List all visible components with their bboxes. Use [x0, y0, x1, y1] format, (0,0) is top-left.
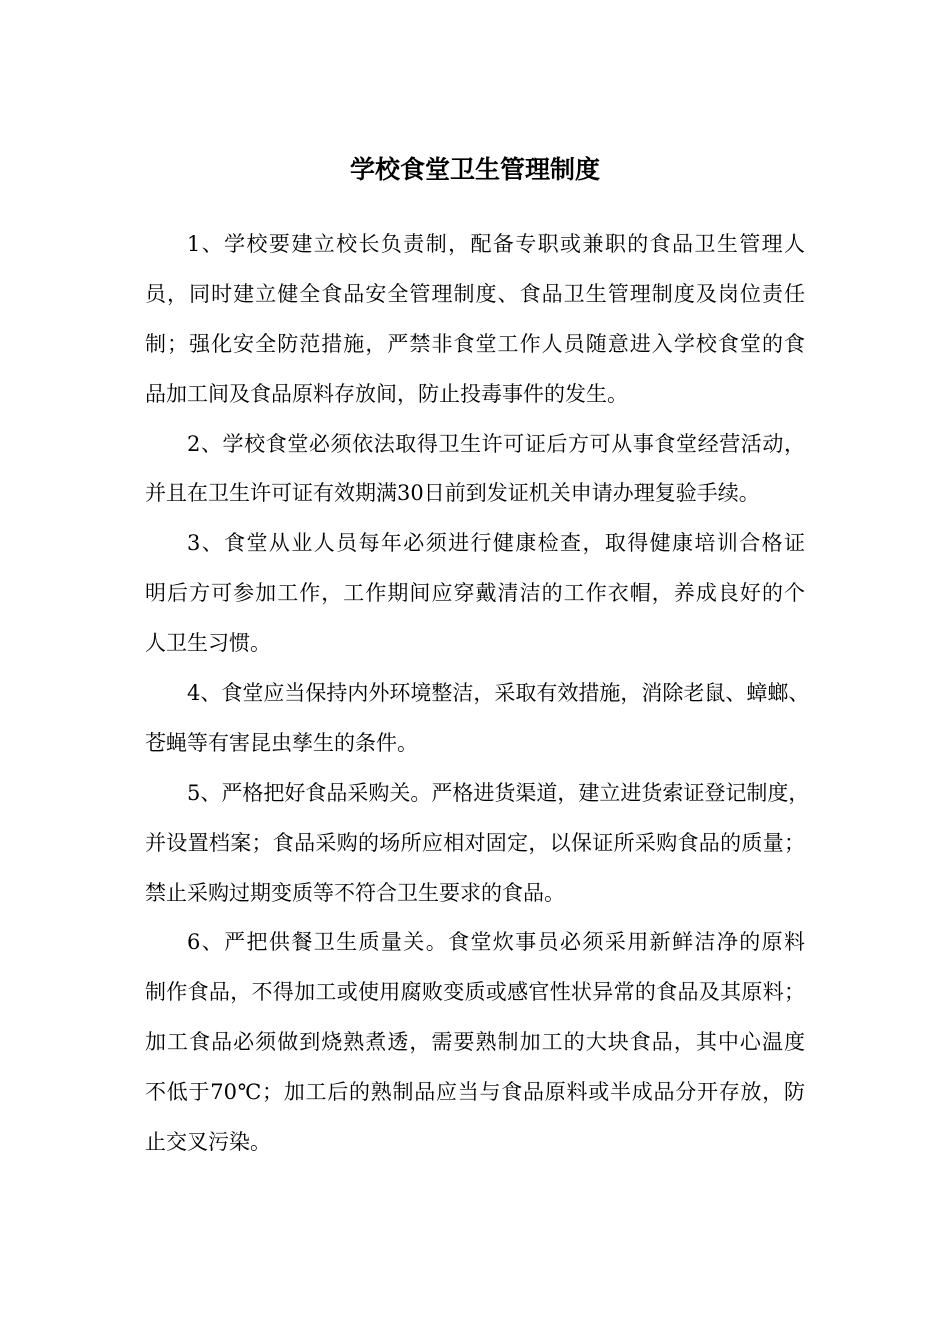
paragraph-line: 3、食堂从业人员每年必须进行健康检查，取得健康培训合格证: [187, 531, 805, 556]
paragraph-line: 制作食品，不得加工或使用腐败变质或感官性状异常的食品及其原料；: [145, 980, 805, 1005]
paragraph-line: 制；强化安全防范措施，严禁非食堂工作人员随意进入学校食堂的食: [145, 331, 805, 356]
paragraph-line: 品加工间及食品原料存放间，防止投毒事件的发生。: [145, 381, 628, 406]
paragraph-line: 不低于70℃；加工后的熟制品应当与食品原料或半成品分开存放，防: [145, 1080, 805, 1105]
paragraph-line: 苍蝇等有害昆虫孳生的条件。: [145, 730, 418, 755]
paragraph-line: 并且在卫生许可证有效期满30日前到发证机关申请办理复验手续。: [145, 481, 760, 506]
paragraph: [145, 675, 810, 775]
paragraph-line: 1、学校要建立校长负责制，配备专职或兼职的食品卫生管理人: [187, 232, 805, 256]
paragraph-line: 4、食堂应当保持内外环境整洁，采取有效措施，消除老鼠、蟑螂、: [187, 681, 810, 706]
paragraph-line: 并设置档案；食品采购的场所应相对固定，以保证所采购食品的质量；: [145, 830, 805, 855]
paragraph-line: 员，同时建立健全食品安全管理制度、食品卫生管理制度及岗位责任: [145, 281, 805, 306]
paragraph-line: 6、严把供餐卫生质量关。食堂炊事员必须采用新鲜洁净的原料: [187, 930, 805, 955]
paragraph: [145, 775, 810, 925]
paragraph-line: 禁止采购过期变质等不符合卫生要求的食品。: [145, 880, 565, 905]
paragraph-line: 加工食品必须做到烧熟煮透，需要熟制加工的大块食品，其中心温度: [145, 1030, 805, 1055]
document-title: 学校食堂卫生管理制度: [349, 155, 600, 184]
paragraph-line: 5、严格把好食品采购关。严格进货渠道，建立进货索证登记制度，: [187, 780, 810, 805]
paragraph-line: 止交叉污染。: [145, 1130, 271, 1155]
paragraph: [145, 924, 805, 1173]
paragraph: [145, 426, 805, 526]
paragraph-line: 2、学校食堂必须依法取得卫生许可证后方可从事食堂经营活动，: [187, 431, 805, 456]
paragraph-line: 人卫生习惯。: [145, 631, 271, 656]
paragraph: [145, 525, 805, 675]
paragraph-line: 明后方可参加工作，工作期间应穿戴清洁的工作衣帽，养成良好的个: [145, 581, 805, 606]
paragraph: [145, 226, 805, 426]
document-body: [145, 226, 810, 1174]
